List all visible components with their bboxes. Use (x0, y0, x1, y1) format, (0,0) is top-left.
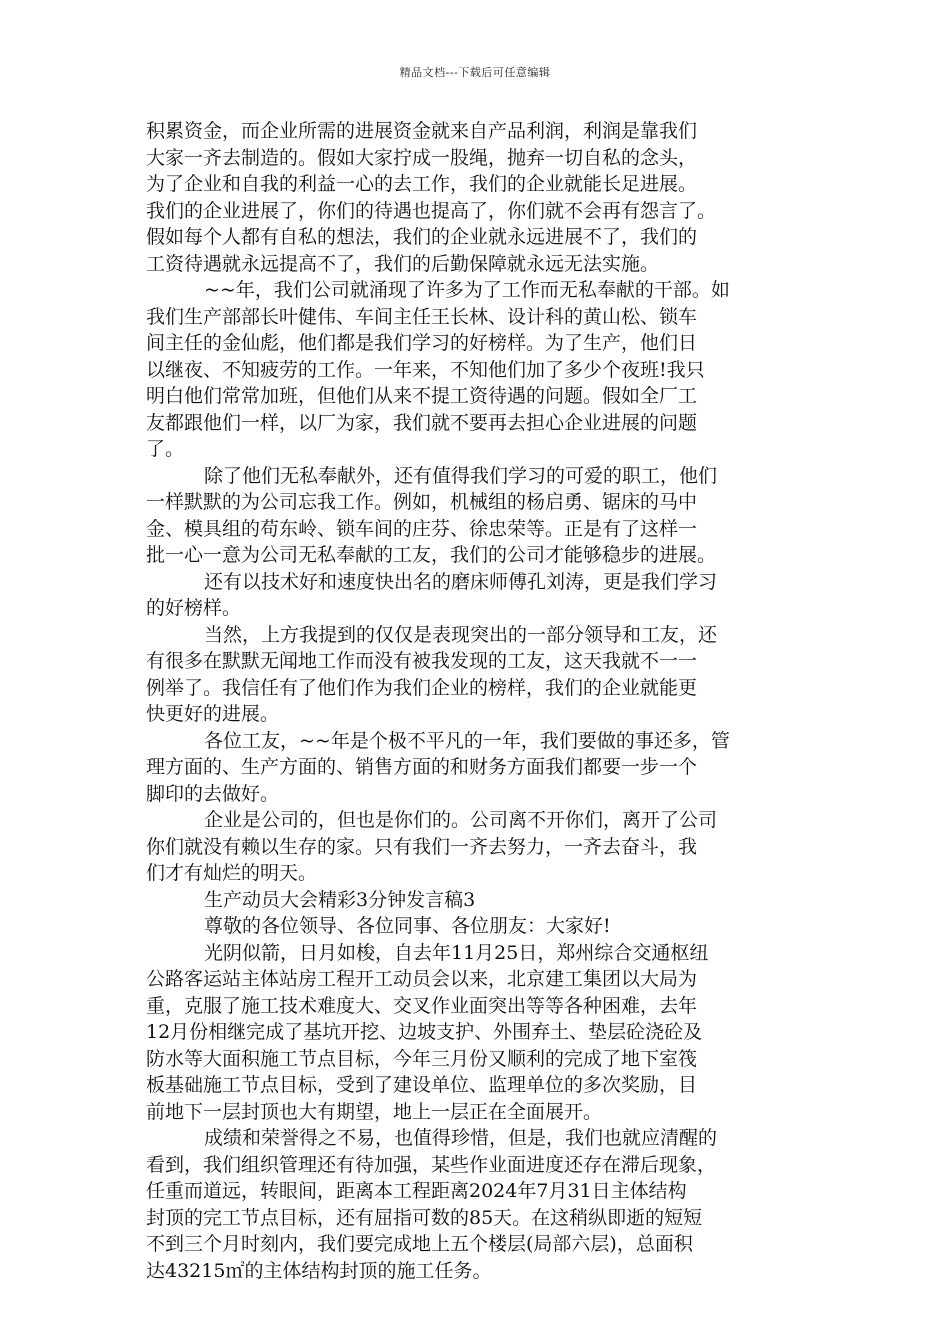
text-line: 企业是公司的，但也是你们的。公司离不开你们，离开了公司 (204, 809, 718, 831)
paragraph (146, 118, 812, 277)
document-body (146, 118, 812, 1284)
text-line: 任重而道远，转眼间，距离本工程距离2024年7月31日主体结构 (146, 1180, 687, 1202)
paragraph (146, 569, 812, 622)
page-header: 精品文档---下载后可任意编辑 (399, 66, 551, 79)
text-line: 公路客运站主体站房工程开工动员会以来，北京建工集团以大局为 (146, 968, 698, 990)
text-line: 有很多在默默无闻地工作而没有被我发现的工友，这天我就不一一 (146, 650, 698, 672)
text-line: 了。 (146, 438, 185, 460)
text-line: 你们就没有赖以生存的家。只有我们一齐去努力，一齐去奋斗，我 (146, 835, 698, 858)
text-line: 还有以技术好和速度快出名的磨床师傅孔刘涛，更是我们学习 (204, 570, 718, 593)
text-line: 一样默默的为公司忘我工作。例如，机械组的杨启勇、锯床的马中 (146, 491, 698, 513)
text-line: 封顶的完工节点目标，还有屈指可数的85天。在这稍纵即逝的短短 (146, 1206, 703, 1229)
text-line: 我们生产部部长叶健伟、车间主任王长林、设计科的黄山松、锁车 (146, 305, 698, 328)
text-line: 理方面的、生产方面的、销售方面的和财务方面我们都要一步一个 (146, 756, 698, 778)
paragraph (146, 807, 812, 887)
paragraph (146, 728, 812, 808)
text-line: 批一心一意为公司无私奉献的工友，我们的公司才能够稳步的进展。 (146, 544, 717, 566)
text-line: 友都跟他们一样，以厂为家，我们就不要再去担心企业进展的问题 (146, 411, 698, 434)
text-line: 们才有灿烂的明天。 (146, 862, 318, 884)
text-line: 我们的企业进展了，你们的待遇也提高了，你们就不会再有怨言了。 (146, 199, 717, 222)
paragraph (146, 887, 812, 914)
text-line: 前地下一层封顶也大有期望，地上一层正在全面展开。 (146, 1100, 603, 1123)
text-line: 大家一齐去制造的。假如大家拧成一股绳，抛弃一切自私的念头， (146, 146, 698, 169)
text-line: 金、模具组的苟东岭、锁车间的庄芬、徐忠荣等。正是有了这样一 (146, 517, 698, 540)
text-line: 的好榜样。 (146, 597, 242, 619)
text-line: 以继夜、不知疲劳的工作。一年来，不知他们加了多少个夜班!我只 (146, 358, 705, 381)
text-line: 12月份相继完成了基坑开挖、边坡支护、外围弃土、垫层砼浇砼及 (146, 1021, 703, 1043)
text-line: 快更好的进展。 (146, 703, 280, 725)
paragraph (146, 1125, 812, 1284)
text-line: 当然，上方我提到的仅仅是表现突出的一部分领导和工友，还 (204, 623, 718, 646)
text-line: 积累资金，而企业所需的进展资金就来自产品利润，利润是靠我们 (146, 120, 698, 142)
text-line: 防水等大面积施工节点目标，今年三月份又顺利的完成了地下室筏 (146, 1047, 698, 1070)
text-line: 为了企业和自我的利益一心的去工作，我们的企业就能长足进展。 (146, 173, 698, 195)
text-line: 成绩和荣誉得之不易，也值得珍惜，但是，我们也就应清醒的 (204, 1127, 718, 1149)
text-line: 尊敬的各位领导、各位同事、各位朋友：大家好! (204, 915, 611, 937)
text-line: 间主任的金仙彪，他们都是我们学习的好榜样。为了生产，他们日 (146, 332, 698, 354)
paragraph (146, 940, 812, 1126)
text-line: 各位工友，~~年是个极不平凡的一年，我们要做的事还多，管 (204, 729, 730, 752)
text-line: 重，克服了施工技术难度大、交叉作业面突出等等各种困难，去年 (146, 994, 698, 1017)
paragraph (146, 913, 812, 940)
text-line: 假如每个人都有自私的想法，我们的企业就永远进展不了，我们的 (146, 226, 698, 248)
text-line: 达43215㎡的主体结构封顶的施工任务。 (146, 1259, 492, 1282)
text-line: 不到三个月时刻内，我们要完成地上五个楼层(局部六层)，总面积 (146, 1233, 693, 1255)
text-line: 例举了。我信任有了他们作为我们企业的榜样，我们的企业就能更 (146, 676, 698, 699)
paragraph (146, 463, 812, 569)
text-line: 光阴似箭，日月如梭，自去年11月25日，郑州综合交通枢纽 (204, 941, 709, 964)
text-line: 生产动员大会精彩3分钟发言稿3 (204, 888, 476, 911)
text-line: 除了他们无私奉献外，还有值得我们学习的可爱的职工，他们 (204, 464, 718, 487)
paragraph (146, 277, 812, 463)
text-line: 脚印的去做好。 (146, 782, 280, 805)
text-line: 工资待遇就永远提高不了，我们的后勤保障就永远无法实施。 (146, 252, 660, 275)
text-line: 看到，我们组织管理还有待加强，某些作业面进度还存在滞后现象， (146, 1153, 717, 1176)
text-line: 板基础施工节点目标，受到了建设单位、监理单位的多次奖励，目 (146, 1074, 698, 1096)
text-line: 明白他们常常加班，但他们从来不提工资待遇的问题。假如全厂工 (146, 385, 698, 407)
text-line: ~~年，我们公司就涌现了许多为了工作而无私奉献的干部。如 (204, 279, 730, 301)
paragraph (146, 622, 812, 728)
